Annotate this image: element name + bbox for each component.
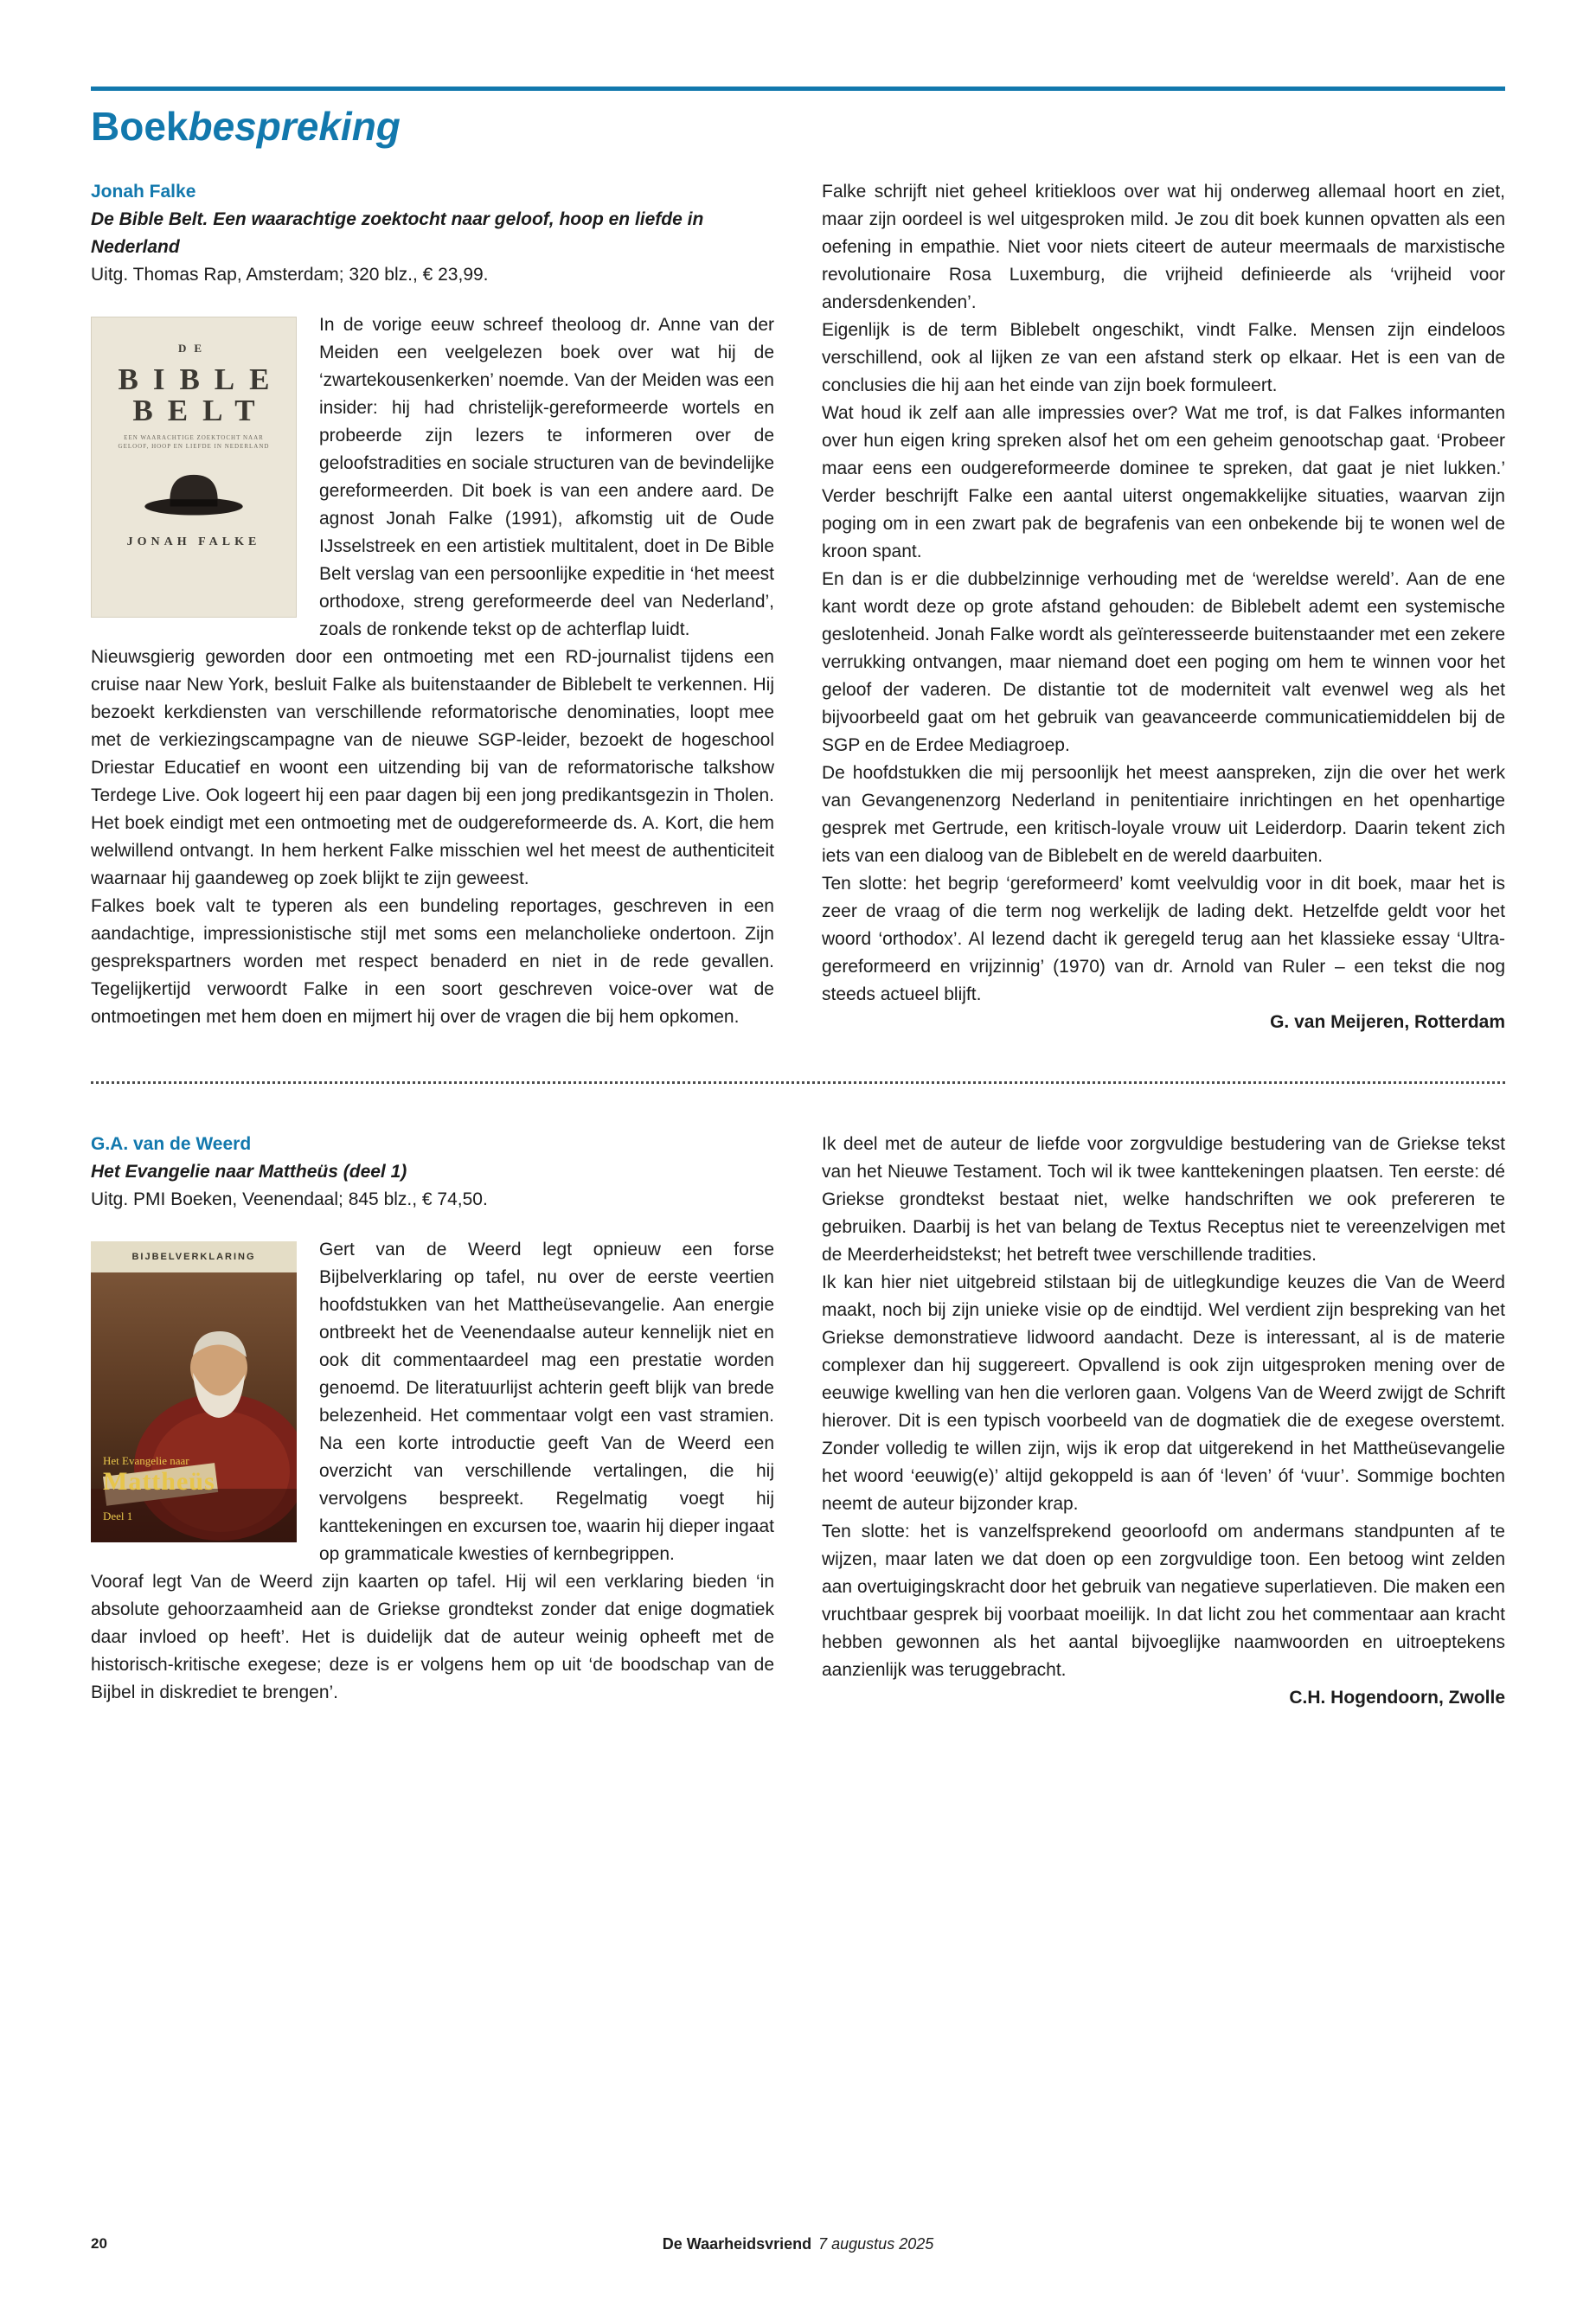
page-number: 20	[91, 2235, 107, 2252]
page-footer	[91, 2235, 1505, 2256]
cover2-title-block	[91, 1454, 297, 1530]
cover2-series: Het Evangelie naar	[103, 1453, 189, 1467]
review1-left-column	[91, 178, 774, 1036]
review-bible-belt	[91, 178, 1505, 1036]
review-paragraph: Nieuwsgierig geworden door een ontmoeting met een RD-journalist tijdens een cruise naar New York, besluit Falke als buitenstaander de Biblebelt te verkennen. Hij bezoekt kerkdiensten van verschillende reformatorische denominaties, loopt mee met de verkiezingscampagne van de nieuwe SGP-leider, bezoekt de hogeschool Driestar Educatief en woont een uitzending bij van de reformatorische talkshow Terdege Live. Ook logeert hij een paar dagen bij een jong predikantsgezin in Tholen. Het boek eindigt met een ontmoeting met de oudgereformeerde ds. A. Kort, die hem welwillend ontvangt. In hem herkent Falke misschien wel het meest de authenticiteit waarnaar hij gaandeweg op zoek blijkt te zijn geweest.	[91, 646, 774, 888]
cover2-title: Mattheüs	[103, 1466, 215, 1496]
review2-right-column	[822, 1131, 1505, 1712]
review2-author: G.A. van de Weerd	[91, 1133, 252, 1154]
review1-right-column	[822, 178, 1505, 1036]
review-paragraph: Ten slotte: het begrip ‘gereformeerd’ komt veelvuldig voor in dit boek, maar het is zeer de vraag of die term nog werkelijk de lading dekt. Hetzelfde geldt voor het woord ‘orthodox’. Al lezend dacht ik geregeld terug aan het klassieke essay ‘Ultra-gereformeerd en vrijzinnig’ (1970) van dr. Arnold van Ruler – een tekst die nog steeds actueel blijft.	[822, 873, 1505, 1004]
cover1-author: JONAH FALKE	[126, 535, 261, 548]
review-paragraph: Wat houd ik zelf aan alle impressies over? Wat me trof, is dat Falkes informanten over hun eigen kring spreken alsof het om een geheim genootschap gaat. ‘Probeer maar eens een oudgereformeerde dominee te spreken, dat gaat je niet lukken.’ Verder beschrijft Falke een aantal uiterst ongemakkelijke situaties, waarvan zijn poging om in een zwart pak de begrafenis van een onbekende bij te wonen wel de kroon spant.	[822, 402, 1505, 561]
review1-signature: G. van Meijeren, Rotterdam	[1270, 1011, 1505, 1032]
magazine-name: De Waarheidsvriend	[662, 2235, 812, 2253]
section-title	[91, 105, 1505, 149]
cover1-subtitle: EEN WAARACHTIGE ZOEKTOCHT NAAR GELOOF, HOOP EN LIEFDE IN NEDERLAND	[118, 433, 270, 450]
review-paragraph: Falkes boek valt te typeren als een bundeling reportages, geschreven in een aandachtige, impressionistische stijl met soms een melancholieke ondertoon. Zijn gesprekspartners worden met respect benaderd en niet in de rede gevallen. Tegelijkertijd verwoordt Falke in een soort geschreven voice-over wat de ontmoetingen met hem doen en mijmert hij over de vragen die bij hem opkomen.	[91, 895, 774, 1027]
cover2-part: Deel 1	[103, 1509, 133, 1522]
review-paragraph: Eigenlijk is de term Biblebelt ongeschikt, vindt Falke. Mensen zijn eindeloos verschillend, ook al lijken ze van een afstand sterk op elkaar. Het is een van de conclusies die hij aan het einde van zijn boek formuleert.	[822, 319, 1505, 395]
review-paragraph: De hoofdstukken die mij persoonlijk het meest aanspreken, zijn die over het werk van Gevangenenzorg Nederland in penitentiaire inrichtingen en het openhartige gesprek met Gertrude, een kritisch-loyale vrouw uit Leiderdorp. Daarin tekent zich iets van een dialoog van de Biblebelt en de wereld daarbuiten.	[822, 762, 1505, 866]
review2-head	[91, 1131, 774, 1214]
dotted-divider	[91, 1081, 1505, 1084]
section-title-italic: bespreking	[188, 104, 401, 149]
review1-author: Jonah Falke	[91, 181, 196, 202]
review1-head	[91, 178, 774, 289]
review-paragraph: En dan is er die dubbelzinnige verhouding met de ‘wereldse wereld’. Aan de ene kant wordt deze op grote afstand gehouden: de Biblebelt ademt een systemische geslotenheid. Jonah Falke wordt als geïnteresseerde buitenstaander met een zekere verrukking ontvangen, maar niemand doet een poging om hem te winnen voor het geloof der vaderen. De distantie tot de moderniteit valt evenwel weg als het bijvoorbeeld gaat om het gebruik van geavanceerde communicatiemiddelen bij de SGP en de Erdee Mediagroep.	[822, 568, 1505, 755]
issue-date: 7 augustus 2025	[818, 2235, 934, 2253]
fedora-hat-icon	[138, 465, 249, 520]
review2-signature: C.H. Hogendoorn, Zwolle	[1289, 1687, 1505, 1708]
review-paragraph: In de vorige eeuw schreef theoloog dr. Anne van der Meiden een veelgelezen boek over wat hij de ‘zwartekousenkerken’ noemde. Van der Meiden was een insider: hij had christelijk-gereformeerde wortels en probeerde zijn lezers te informeren over de geloofstradities en sociale structuren van de bevindelijke gereformeerden. Dit boek is van een andere aard. De agnost Jonah Falke (1991), afkomstig uit de Oude IJsselstreek en een artistiek multitalent, doet in De Bible Belt verslag van een persoonlijke expeditie in ‘het meest orthodoxe, streng gereformeerde deel van Nederland’, zoals de ronkende tekst op de achterflap luidt.	[319, 314, 774, 639]
review2-body	[91, 1236, 774, 1707]
review1-publisher: Uitg. Thomas Rap, Amsterdam; 320 blz., € 23,99.	[91, 264, 489, 285]
review-paragraph: Ik kan hier niet uitgebreid stilstaan bij de uitlegkundige keuzes die Van de Weerd maakt, noch bij zijn unieke visie op de eindtijd. Wel verdient zijn bespreking van het Griekse demonstratieve lidwoord aandacht. Deze is interessant, al is de materie complexer dan hij suggereert. Opvallend is ook zijn uitgesproken mening over de eeuwige kwelling van hen die verloren gaan. Volgens Van de Weerd zwijgt de Schrift hierover. Dit is een typisch voorbeeld van de dogmatiek die de exegese overstemt. Zonder volledig te willen zijn, wijs ik erop dat uitgerekend in het Mattheüsevangelie het woord ‘eeuwig(e)’ altijd gekoppeld is aan óf ‘leven’ óf ‘vuur’. Sommige bochten neemt de auteur bijzonder krap.	[822, 1272, 1505, 1514]
review-paragraph: Ik deel met de auteur de liefde voor zorgvuldige bestudering van de Griekse tekst van het Nieuwe Testament. Toch wil ik twee kanttekeningen plaatsen. Ten eerste: dé Griekse grondtekst bestaat niet, welke handschriften we ook prefereren te gebruiken. Daarbij is het van belang de Textus Receptus niet te vereenzelvigen met de Meerderheidstekst; het betreft twee verschillende tradities.	[822, 1133, 1505, 1265]
cover2-series-band: BIJBELVERKLARING	[91, 1241, 297, 1272]
section-title-bold: Boek	[91, 104, 189, 149]
review-paragraph: Vooraf legt Van de Weerd zijn kaarten op tafel. Hij wil een verklaring bieden ‘in absolute gehoorzaamheid aan de Griekse grondtekst zonder dat enige dogmatiek daar invloed op heeft’. Het is duidelijk dat de auteur weinig opheeft met de historisch-kritische exegese; deze is er volgens hem op uit ‘de boodschap van de Bijbel in diskrediet te brengen’.	[91, 1571, 774, 1702]
cover1-title-line1: BIBLE	[118, 362, 285, 396]
cover1-title-line2: BELT	[132, 393, 270, 427]
book-cover-bible-belt	[91, 317, 297, 618]
review2-left-column	[91, 1131, 774, 1712]
book-cover-mattheus	[91, 1241, 297, 1542]
review-paragraph: Gert van de Weerd legt opnieuw een forse Bijbelverklaring op tafel, nu over de eerste veertien hoofdstukken van het Mattheüsevangelie. Aan energie ontbreekt het de Veenendaalse auteur kennelijk niet en ook dit commentaardeel mag een prestatie worden genoemd. De literatuurlijst achterin geeft blijk van brede belezenheid. Het commentaar volgt een vast stramien. Na een korte introductie geeft Van de Weerd een overzicht van verschillende vertalingen, die hij vervolgens bespreekt. Regelmatig voegt hij kanttekeningen en excursen toe, waarin hij dieper ingaat op grammaticale kwesties of kernbegrippen.	[319, 1239, 774, 1564]
review1-book-title: De Bible Belt. Een waarachtige zoektocht naar geloof, hoop en liefde in Nederland	[91, 208, 704, 257]
review-mattheus	[91, 1131, 1505, 1712]
review2-publisher: Uitg. PMI Boeken, Veenendaal; 845 blz., € 74,50.	[91, 1189, 488, 1209]
review-paragraph: Falke schrijft niet geheel kritiekloos over wat hij onderweg allemaal hoort en ziet, maar zijn oordeel is wel uitgesproken mild. Je zou dit boek kunnen opvatten als een oefening in empathie. Niet voor niets citeert de auteur meermaals de marxistische revolutionaire Rosa Luxemburg, die vrijheid definieerde als ‘vrijheid voor andersdenkenden’.	[822, 181, 1505, 312]
review-paragraph: Ten slotte: het is vanzelfsprekend geoorloofd om andermans standpunten af te wijzen, maar laten we dat doen op een zorgvuldige toon. Een betoog wint zelden aan overtuigingskracht door het gebruik van negatieve superlatieven. Die maken een vruchtbaar gesprek bij voorbaat moeilijk. In dat licht zou het commentaar aan kracht hebben gewonnen als het aantal bijvoeglijke naamwoorden en uitroeptekens aanzienlijk was teruggebracht.	[822, 1521, 1505, 1680]
footer-center	[91, 2235, 1505, 2253]
review1-body	[91, 311, 774, 1031]
review2-book-title: Het Evangelie naar Mattheüs (deel 1)	[91, 1161, 407, 1182]
cover1-de: DE	[177, 341, 210, 355]
header-rule	[91, 87, 1505, 91]
